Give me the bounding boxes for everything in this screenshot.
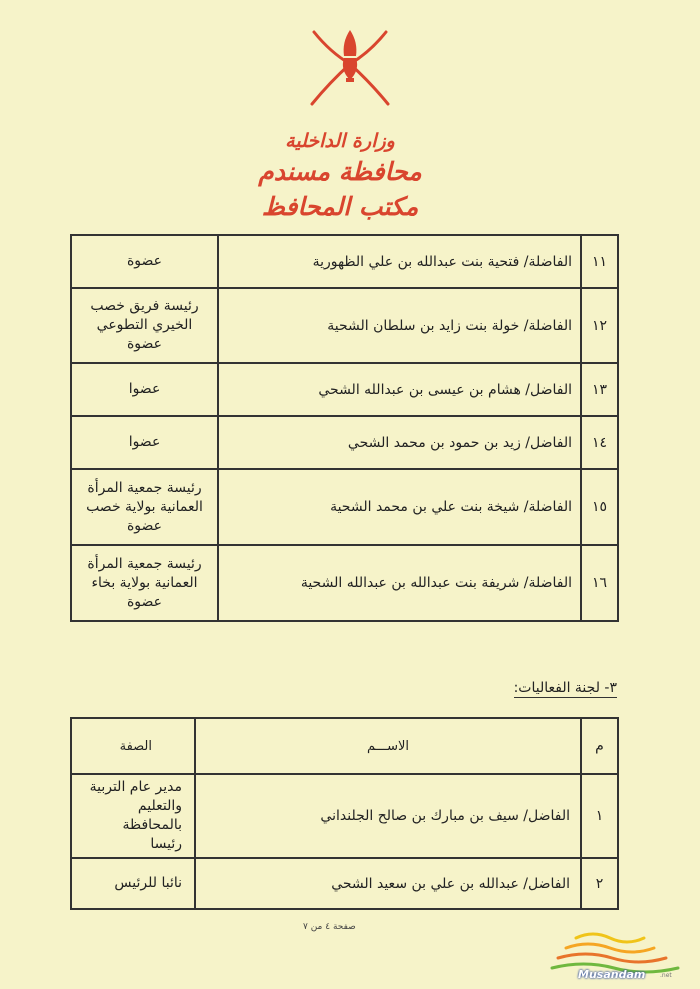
member-role: رئيسة فريق خصب الخيري التطوعي عضوة (71, 288, 218, 363)
column-header-role: الصفة (71, 718, 195, 774)
row-number: ١٤ (581, 416, 618, 469)
table-row (71, 545, 618, 621)
member-name: الفاضل/ عبدالله بن علي بن سعيد الشحي (195, 858, 581, 909)
activities-committee-table (70, 717, 619, 910)
letterhead (235, 128, 445, 224)
member-role: عضوا (71, 363, 218, 416)
column-header-name: الاســـم (195, 718, 581, 774)
section-heading: ٣- لجنة الفعاليات: (513, 680, 617, 696)
member-role: مدير عام التربية والتعليم بالمحافظة رئيسا (71, 774, 195, 858)
letterhead-governorate: محافظة مسندم (258, 157, 422, 186)
member-name: الفاضلة/ شيخة بنت علي بن محمد الشحية (218, 469, 581, 545)
row-number: ١٢ (581, 288, 618, 363)
member-name: الفاضلة/ شريفة بنت عبدالله بن عبدالله الشحية (218, 545, 581, 621)
row-number: ١ (581, 774, 618, 858)
member-name: الفاضل/ هشام بن عيسى بن عبدالله الشحي (218, 363, 581, 416)
letterhead-ministry: وزارة الداخلية (285, 130, 395, 152)
logo-subtext: .net (660, 972, 672, 979)
member-name: الفاضلة/ خولة بنت زايد بن سلطان الشحية (218, 288, 581, 363)
table-row (71, 235, 618, 288)
member-name: الفاضل/ سيف بن مبارك بن صالح الجلنداني (195, 774, 581, 858)
table-row (71, 858, 618, 909)
letterhead-office: مكتب المحافظ (261, 192, 419, 221)
members-table (70, 234, 619, 622)
column-header-number: م (581, 718, 618, 774)
row-number: ١٦ (581, 545, 618, 621)
member-role: رئيسة جمعية المرأة العمانية بولاية بخاء عضوة (71, 545, 218, 621)
table-header-row (71, 718, 618, 774)
member-name: الفاضلة/ فتحية بنت عبدالله بن علي الظهورية (218, 235, 581, 288)
table-row (71, 774, 618, 858)
table-row (71, 469, 618, 545)
table-row (71, 416, 618, 469)
member-name: الفاضل/ زيد بن حمود بن محمد الشحي (218, 416, 581, 469)
member-role: عضوا (71, 416, 218, 469)
table-row (71, 288, 618, 363)
table-row (71, 363, 618, 416)
national-emblem-icon (300, 22, 400, 112)
row-number: ١١ (581, 235, 618, 288)
page-number: صفحة ٤ من ٧ (303, 922, 356, 932)
logo-text: Musandam (578, 968, 646, 981)
member-role: رئيسة جمعية المرأة العمانية بولاية خصب عضوة (71, 469, 218, 545)
member-role: عضوة (71, 235, 218, 288)
member-role: نائبا للرئيس (71, 858, 195, 909)
row-number: ١٣ (581, 363, 618, 416)
row-number: ٢ (581, 858, 618, 909)
row-number: ١٥ (581, 469, 618, 545)
